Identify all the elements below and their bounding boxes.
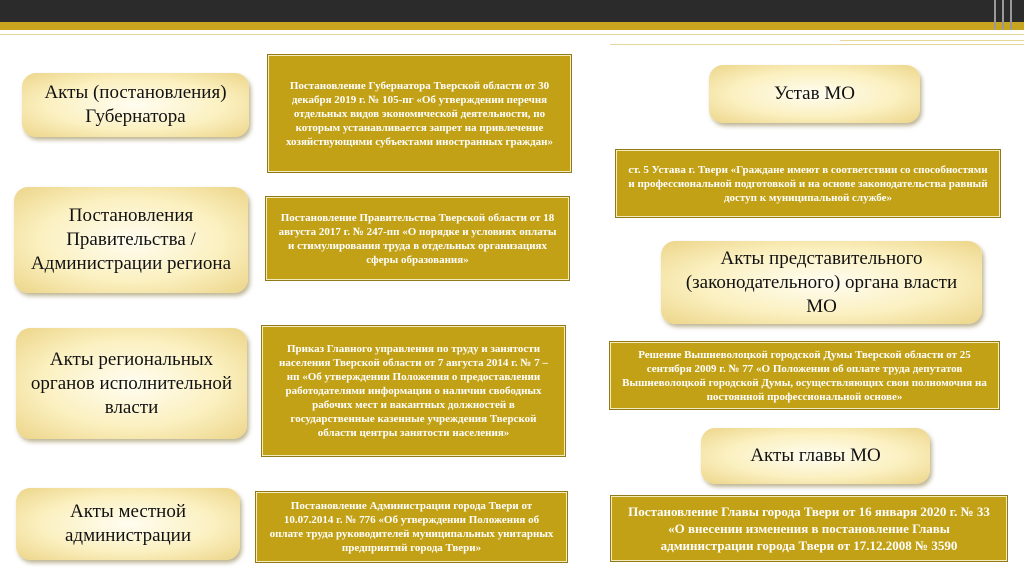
decor-line (1010, 0, 1012, 30)
decor-line (1002, 0, 1004, 30)
category-government-acts: Постановления Правительства / Администрации региона (14, 187, 248, 293)
category-representative-body-acts: Акты представительного (законодательного) органа власти МО (661, 241, 982, 324)
example-government-act: Постановление Правительства Тверской области от 18 августа 2017 г. № 247-пп «О порядке и условиях оплаты и стимулирования труда в отдельных организациях сферы образования» (266, 197, 569, 280)
category-municipal-charter: Устав МО (709, 65, 920, 123)
example-representative-body-act: Решение Вышневолоцкой городской Думы Тверской области от 25 сентября 2009 г. № 77 «О Положении об оплате труда депутатов Вышневолоцкой городской Думы, осуществляющих свои полномочия на постоянной профессиональной основе» (610, 342, 999, 409)
category-head-of-municipality-acts: Акты главы МО (701, 428, 930, 484)
example-municipal-charter: ст. 5 Устава г. Твери «Граждане имеют в соответствии со способностями и профессиональной подготовкой и на основе законодательства равный доступ к муниципальной службе» (616, 150, 1000, 217)
category-local-administration-acts: Акты местной администрации (16, 488, 240, 560)
example-head-of-municipality-act: Постановление Главы города Твери от 16 января 2020 г. № 33 «О внесении изменения в постановление Главы администрации города Твери от 17.12.2008 № 3590 (611, 496, 1007, 561)
accent-stripe (0, 22, 1024, 30)
decor-line (0, 34, 1024, 35)
decor-line (840, 40, 1024, 41)
category-regional-executive-acts: Акты региональных органов исполнительной власти (16, 328, 247, 439)
example-regional-executive-act: Приказ Главного управления по труду и занятости населения Тверской области от 7 августа 2014 г. № 7 – нп «Об утверждении Положения о предоставлении работодателями информации о наличии свободных рабочих мест и вакантных должностей в государственные казенные учреждения Тверской области центры занятости населения» (262, 326, 565, 456)
example-local-administration-act: Постановление Администрации города Твери от 10.07.2014 г. № 776 «Об утверждении Положения об оплате труда руководителей муниципальных унитарных предприятий города Твери» (256, 492, 567, 562)
decor-line (994, 0, 996, 30)
top-bar (0, 0, 1024, 22)
decor-line (610, 44, 1024, 45)
example-governor-act: Постановление Губернатора Тверской области от 30 декабря 2019 г. № 105-пг «Об утверждении перечня отдельных видов экономической деятельности, по которым устанавливается запрет на привлечение хозяйствующими субъектами иностранных граждан» (268, 55, 571, 172)
category-governor-acts: Акты (постановления) Губернатора (22, 73, 249, 137)
